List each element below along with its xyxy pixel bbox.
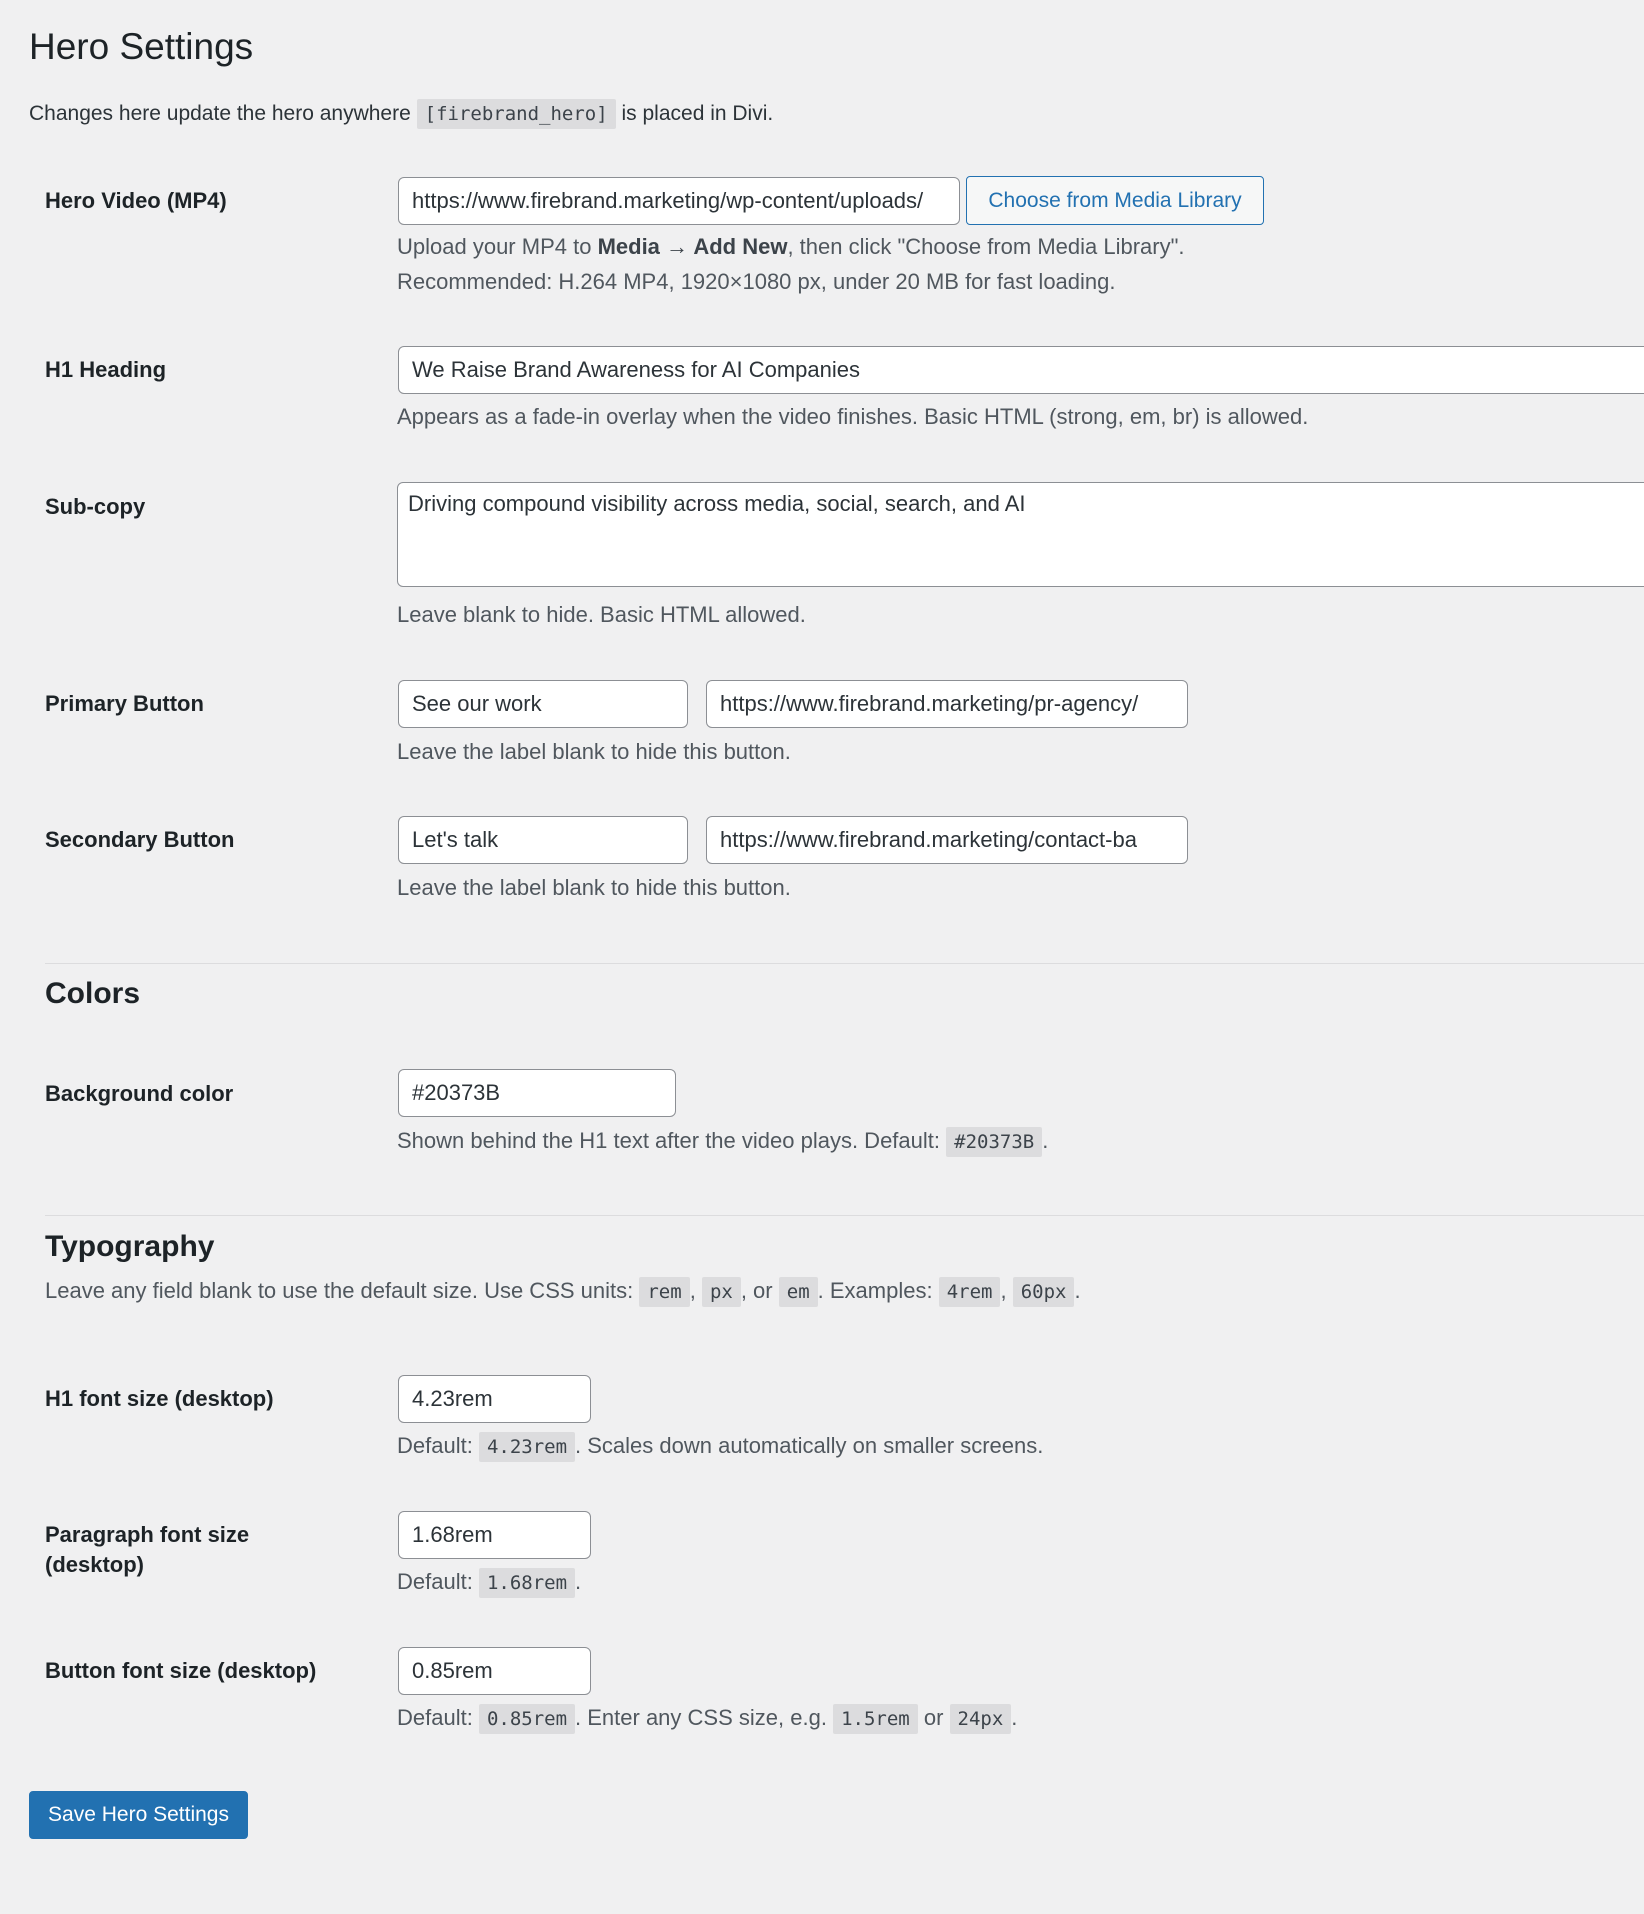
help-text: Upload your MP4 to bbox=[397, 234, 592, 259]
help-text: . Enter any CSS size, e.g. bbox=[575, 1705, 827, 1730]
label-line: (desktop) bbox=[45, 1552, 144, 1577]
background-color-label: Background color bbox=[45, 1081, 234, 1106]
help-text: . bbox=[575, 1569, 582, 1594]
paragraph-font-size-input[interactable] bbox=[398, 1511, 591, 1559]
hero-video-label: Hero Video (MP4) bbox=[45, 188, 227, 213]
help-text: Default: bbox=[397, 1433, 473, 1458]
unit-px-code: px bbox=[702, 1277, 741, 1307]
button-default-size-code: 0.85rem bbox=[479, 1704, 575, 1734]
paragraph-default-size-code: 1.68rem bbox=[479, 1568, 575, 1598]
choose-from-media-library-button[interactable]: Choose from Media Library bbox=[966, 176, 1264, 225]
h1-heading-help: Appears as a fade-in overlay when the video finishes. Basic HTML (strong, em, br) is allowed. bbox=[397, 404, 1309, 429]
help-text: Default: bbox=[397, 1569, 473, 1594]
shortcode-badge: [firebrand_hero] bbox=[417, 99, 616, 129]
help-text: Default: bbox=[397, 1705, 473, 1730]
background-color-input[interactable] bbox=[398, 1069, 676, 1117]
secondary-button-label: Secondary Button bbox=[45, 827, 235, 852]
subcopy-help: Leave blank to hide. Basic HTML allowed. bbox=[397, 602, 806, 627]
example-size-code: 1.5rem bbox=[833, 1704, 918, 1734]
button-font-size-input[interactable] bbox=[398, 1647, 591, 1695]
typography-heading: Typography bbox=[45, 1230, 215, 1263]
secondary-button-help: Leave the label blank to hide this button. bbox=[397, 875, 791, 900]
subcopy-textarea[interactable] bbox=[397, 482, 1644, 587]
help-text: , bbox=[1000, 1278, 1007, 1303]
intro-text-end: is placed in Divi. bbox=[621, 102, 774, 125]
h1-font-size-help bbox=[397, 1429, 1043, 1464]
example-rem-code: 4rem bbox=[939, 1277, 1001, 1307]
secondary-button-url-input[interactable] bbox=[706, 816, 1188, 864]
button-font-size-help bbox=[397, 1701, 1017, 1736]
help-text: , then click "Choose from Media Library". bbox=[787, 234, 1185, 259]
example-size-code: 24px bbox=[950, 1704, 1012, 1734]
example-px-code: 60px bbox=[1013, 1277, 1075, 1307]
button-font-size-label: Button font size (desktop) bbox=[45, 1658, 317, 1683]
media-add-new-link-text: Media → Add New bbox=[597, 234, 788, 259]
background-color-help bbox=[397, 1124, 1048, 1159]
page-title: Hero Settings bbox=[29, 26, 254, 67]
intro-text: Changes here update the hero anywhere bbox=[29, 102, 411, 125]
hero-video-help bbox=[397, 230, 1185, 264]
h1-font-size-input[interactable] bbox=[398, 1375, 591, 1423]
h1-heading-input[interactable] bbox=[398, 346, 1644, 394]
default-color-code: #20373B bbox=[946, 1127, 1042, 1157]
h1-heading-label: H1 Heading bbox=[45, 357, 167, 382]
typography-description bbox=[45, 1274, 1081, 1309]
secondary-button-text-input[interactable] bbox=[398, 816, 688, 864]
help-text: Leave any field blank to use the default size. Use CSS units: bbox=[45, 1278, 634, 1303]
page-intro bbox=[29, 102, 773, 126]
help-text: , or bbox=[740, 1278, 773, 1303]
unit-em-code: em bbox=[779, 1277, 818, 1307]
primary-button-label: Primary Button bbox=[45, 691, 204, 716]
hero-video-recommendation: Recommended: H.264 MP4, 1920×1080 px, under 20 MB for fast loading. bbox=[397, 269, 1116, 294]
h1-font-size-label: H1 font size (desktop) bbox=[45, 1386, 274, 1411]
help-text: . bbox=[1074, 1278, 1081, 1303]
primary-button-url-input[interactable] bbox=[706, 680, 1188, 728]
h1-default-size-code: 4.23rem bbox=[479, 1432, 575, 1462]
hero-video-url-input[interactable] bbox=[398, 177, 960, 225]
help-text: Shown behind the H1 text after the video plays. Default: bbox=[397, 1128, 940, 1153]
save-hero-settings-button[interactable]: Save Hero Settings bbox=[29, 1791, 248, 1839]
primary-button-help: Leave the label blank to hide this button. bbox=[397, 739, 791, 764]
section-divider bbox=[45, 1215, 1644, 1216]
help-text: . Examples: bbox=[817, 1278, 933, 1303]
paragraph-font-size-label bbox=[45, 1520, 249, 1580]
help-text: , bbox=[689, 1278, 696, 1303]
help-text: or bbox=[923, 1705, 944, 1730]
section-divider bbox=[45, 963, 1644, 964]
help-text: . bbox=[1042, 1128, 1049, 1153]
help-text: . bbox=[1011, 1705, 1018, 1730]
subcopy-label: Sub-copy bbox=[45, 494, 146, 519]
help-text: . Scales down automatically on smaller screens. bbox=[575, 1433, 1044, 1458]
unit-rem-code: rem bbox=[639, 1277, 689, 1307]
label-line: Paragraph font size bbox=[45, 1522, 250, 1547]
colors-heading: Colors bbox=[45, 977, 141, 1010]
paragraph-font-size-help bbox=[397, 1565, 581, 1600]
primary-button-text-input[interactable] bbox=[398, 680, 688, 728]
